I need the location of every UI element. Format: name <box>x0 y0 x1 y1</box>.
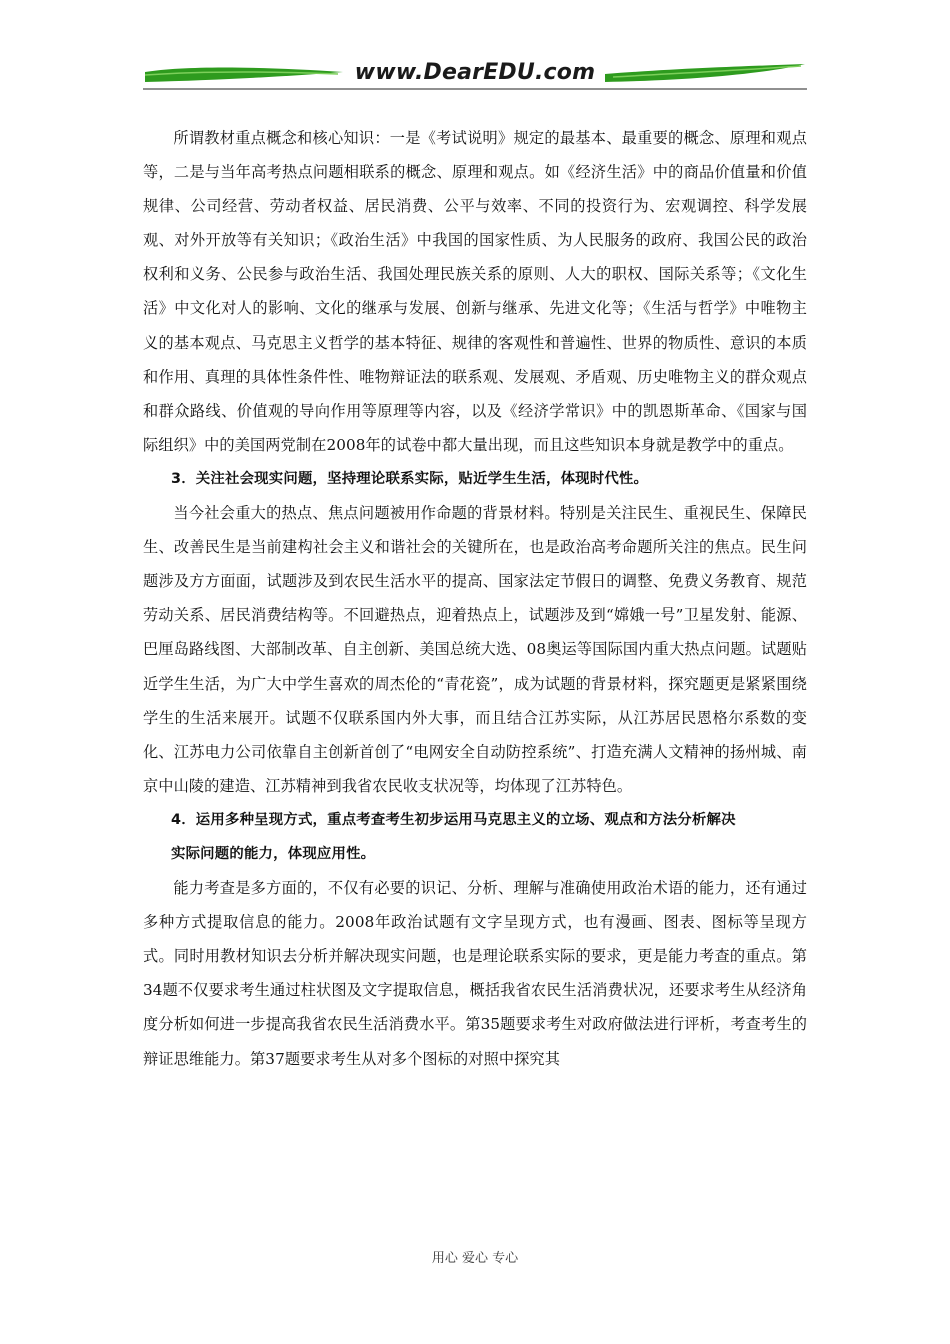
page-header <box>143 58 807 92</box>
paragraph-ability-assessment: 能力考查是多方面的，不仅有必要的识记、分析、理解与准确使用政治术语的能力，还有通过多种方式提取信息的能力。2008年政治试题有文字呈现方式，也有漫画、图表、图标等呈现方式。同时用教材知识去分析并解决现实问题，也是理论联系实际的要求，更是能力考查的重点。第34题不仅要求考生通过柱状图及文字提取信息，概括我省农民生活消费状况，还要求考生从经济角度分析如何进一步提高我省农民生活消费水平。第35题要求考生对政府做法进行评析，考查考生的辩证思维能力。第37题要求考生从对多个图标的对照中探究其 <box>143 879 807 1068</box>
paragraph-social-issues: 当今社会重大的热点、焦点问题被用作命题的背景材料。特别是关注民生、重视民生、保障民生、改善民生是当前建构社会主义和谐社会的关键所在，也是政治高考命题所关注的焦点。民生问题涉及方方面面，试题涉及到农民生活水平的提高、国家法定节假日的调整、免费义务教育、规范劳动关系、居民消费结构等。不回避热点，迎着热点上，试题涉及到“嫦娥一号”卫星发射、能源、巴厘岛路线图、大部制改革、自主创新、美国总统大选、08奥运等国际国内重大热点问题。试题贴近学生生活，为广大中学生喜欢的周杰伦的“青花瓷”，成为试题的背景材料，探究题更是紧紧围绕学生的生活来展开。试题不仅联系国内外大事，而且结合江苏实际，从江苏居民恩格尔系数的变化、江苏电力公司依靠自主创新首创了“电网安全自动防控系统”、打造充满人文精神的扬州城、南京中山陵的建造、江苏精神到我省农民收支状况等，均体现了江苏特色。 <box>143 504 807 795</box>
section-heading-4-line-1: 4．运用多种呈现方式，重点考查考生初步运用马克思主义的立场、观点和方法分析解决 <box>171 811 736 828</box>
section-heading-3: 3．关注社会现实问题，坚持理论联系实际，贴近学生生活，体现时代性。 <box>171 470 649 487</box>
paragraph-core-knowledge: 所谓教材重点概念和核心知识：一是《考试说明》规定的最基本、最重要的概念、原理和观点等，二是与当年高考热点问题相联系的概念、原理和观点。如《经济生活》中的商品价值量和价值规律、公司经营、劳动者权益、居民消费、公平与效率、不同的投资行为、宏观调控、科学发展观、对外开放等有关知识；《政治生活》中我国的国家性质、为人民服务的政府、我国公民的政治权利和义务、公民参与政治生活、我国处理民族关系的原则、人大的职权、国际关系等；《文化生活》中文化对人的影响、文化的继承与发展、创新与继承、先进文化等；《生活与哲学》中唯物主义的基本观点、马克思主义哲学的基本特征、规律的客观性和普遍性、世界的物质性、意识的本质和作用、真理的具体性条件性、唯物辩证法的联系观、发展观、矛盾观、历史唯物主义的群众观点和群众路线、价值观的导向作用等原理等内容，以及《经济学常识》中的凯恩斯革命、《国家与国际组织》中的美国两党制在2008年的试卷中都大量出现，而且这些知识本身就是教学中的重点。 <box>143 129 807 454</box>
page-footer: 用心 爱心 专心 <box>431 1251 519 1266</box>
section-heading-4-line-2: 实际问题的能力，体现应用性。 <box>171 845 376 862</box>
document-body <box>143 121 807 1076</box>
section-heading-4 <box>143 803 807 871</box>
site-logo-text: www.DearEDU.com <box>354 60 596 85</box>
